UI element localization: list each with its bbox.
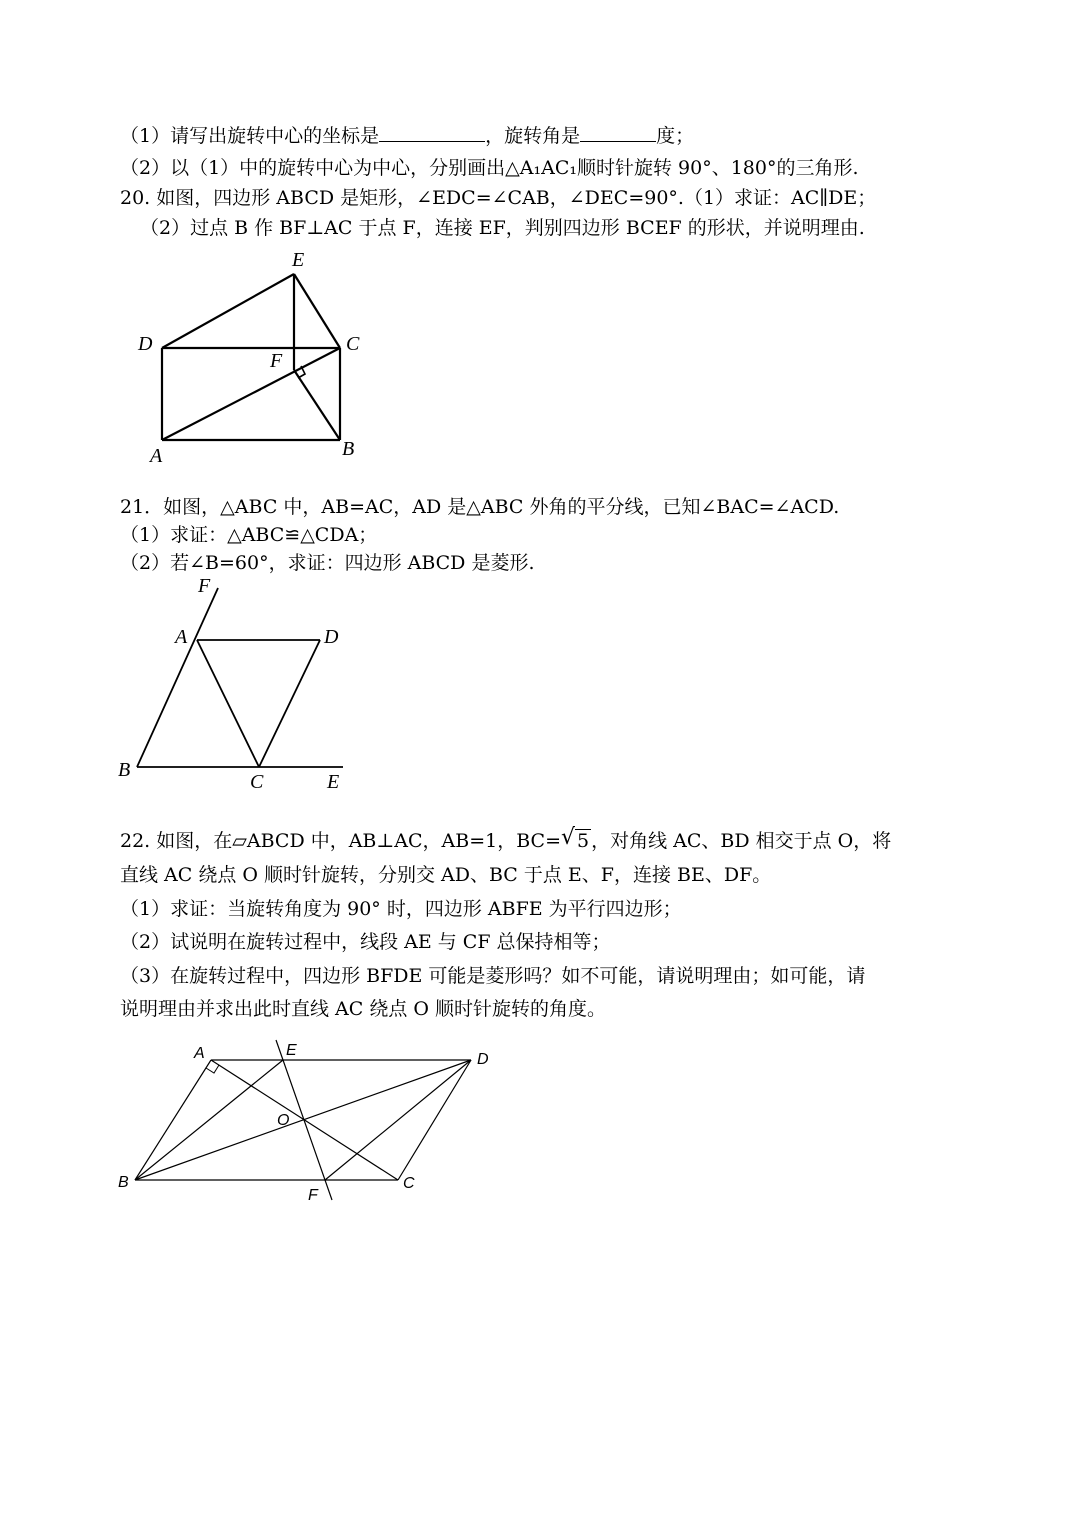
q21-line1: 21．如图，△ABC 中，AB=AC，AD 是△ABC 外角的平分线，已知∠BAC=∠ACD.	[120, 496, 840, 518]
q21-line3: （2）若∠B=60°，求证：四边形 ABCD 是菱形.	[120, 552, 535, 574]
q22-line4: （2）试说明在旋转过程中，线段 AE 与 CF 总保持相等；	[120, 931, 611, 953]
segment-de	[162, 274, 294, 348]
label-d: D	[477, 1051, 489, 1068]
label-c: C	[346, 333, 360, 355]
segment-dc	[259, 640, 320, 767]
label-e: E	[327, 771, 340, 793]
q19-part2: （2）以（1）中的旋转中心为中心，分别画出△A₁AC₁顺时针旋转 90°、180°的三角形.	[120, 157, 859, 179]
q22-line6: 说明理由并求出此时直线 AC 绕点 O 顺时针旋转的角度。	[120, 998, 606, 1020]
segment-ac	[162, 348, 340, 440]
label-f: F	[308, 1187, 318, 1204]
label-b: B	[342, 438, 355, 460]
right-angle-mark	[298, 366, 305, 378]
label-e: E	[286, 1042, 297, 1059]
right-angle-mark	[206, 1065, 219, 1073]
q22-line5: （3）在旋转过程中，四边形 BFDE 可能是菱形吗？如不可能，请说明理由；如可能，请	[120, 965, 866, 987]
label-a: A	[150, 445, 163, 467]
q21-line2: （1）求证：△ABC≌△CDA；	[120, 524, 378, 546]
segment-cd	[398, 1060, 471, 1180]
label-b: B	[118, 759, 131, 781]
label-a: A	[194, 1045, 205, 1062]
q19-part1-text-b: ，旋转角是	[485, 125, 581, 147]
q22-line1-text-a: 22. 如图，在▱ABCD 中，AB⊥AC，AB=1，BC=	[120, 830, 561, 852]
label-e: E	[292, 249, 305, 271]
answer-blank-angle	[580, 121, 656, 142]
segment-ac	[211, 1060, 398, 1180]
q22-line2: 直线 AC 绕点 O 顺时针旋转，分别交 AD、BC 于点 E、F，连接 BE、DF。	[120, 864, 772, 886]
segment-bf	[137, 588, 218, 767]
label-d: D	[324, 626, 339, 648]
sqrt-expression	[561, 825, 591, 854]
segment-ab	[135, 1060, 211, 1180]
q22-line1	[120, 825, 892, 854]
segment-be	[135, 1060, 283, 1180]
q22-line1-text-b: ，对角线 AC、BD 相交于点 O，将	[591, 830, 892, 852]
label-b: B	[118, 1174, 129, 1191]
q22-line3: （1）求证：当旋转角度为 90° 时，四边形 ABFE 为平行四边形；	[120, 898, 682, 920]
q19-part1	[120, 121, 694, 149]
sqrt-radical-icon: √	[561, 825, 576, 850]
segment-ec	[294, 274, 340, 348]
label-d: D	[138, 333, 153, 355]
segment-bd	[135, 1060, 471, 1180]
label-o: O	[277, 1112, 290, 1129]
answer-blank-center	[379, 121, 485, 142]
segment-bf	[294, 370, 340, 440]
label-c: C	[250, 771, 264, 793]
q20-line1: 20. 如图，四边形 ABCD 是矩形，∠EDC=∠CAB，∠DEC=90°.（1）求证：AC∥DE；	[120, 187, 877, 209]
label-f: F	[198, 575, 211, 597]
label-c: C	[403, 1175, 415, 1192]
label-f: F	[270, 350, 283, 372]
sqrt-radicand: 5	[577, 830, 590, 852]
q19-part1-text-a: （1）请写出旋转中心的坐标是	[120, 125, 380, 147]
rotated-line-ef	[276, 1040, 332, 1200]
q19-part1-text-c: 度；	[656, 125, 695, 147]
q20-line2: （2）过点 B 作 BF⊥AC 于点 F，连接 EF，判别四边形 BCEF 的形状，并说明理由.	[140, 217, 865, 239]
segment-df	[325, 1060, 471, 1180]
label-a: A	[175, 626, 188, 648]
segment-ac	[197, 640, 259, 767]
